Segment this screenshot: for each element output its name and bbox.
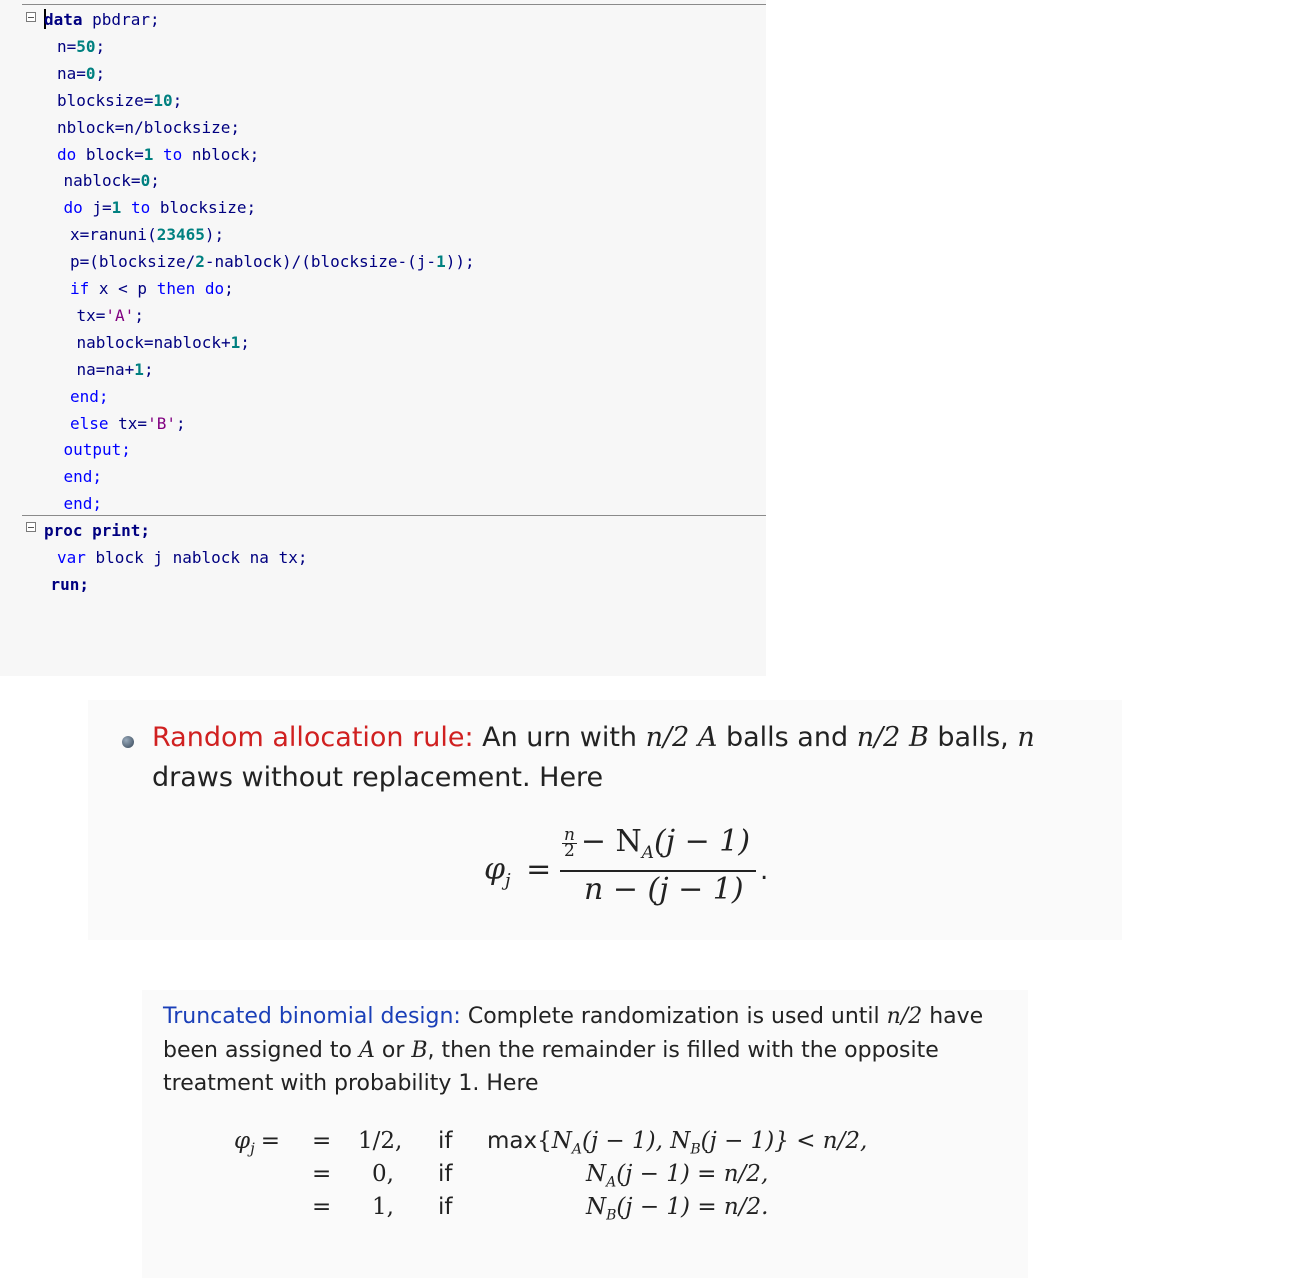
code-token: ; (175, 413, 186, 433)
code-token: p=(blocksize/ (70, 252, 196, 272)
code-token: end; (63, 467, 103, 487)
collapse-data-step-icon[interactable] (26, 12, 36, 22)
code-token: pbdrar; (82, 10, 160, 29)
code-token: blocksize; (150, 198, 257, 218)
formula-denominator: n − (j − 1) (584, 872, 744, 907)
truncated-line3: treatment with probability 1. Here (163, 1071, 539, 1096)
code-token: proc print; (44, 521, 150, 541)
code-token: 1 (134, 359, 144, 379)
code-token: do (63, 198, 83, 218)
code-token: 'A' (105, 305, 135, 325)
code-token: ; (240, 332, 250, 352)
code-token: )); (445, 252, 475, 272)
code-line[interactable] (77, 302, 144, 329)
code-token: nblock=n/blocksize; (57, 117, 241, 137)
code-line[interactable] (57, 141, 259, 168)
code-token: then do (156, 279, 225, 298)
code-line[interactable] (44, 517, 150, 544)
separator-line (22, 4, 766, 5)
code-token: 'B' (147, 413, 176, 433)
code-line[interactable] (64, 436, 131, 463)
code-token: ranuni (89, 225, 148, 245)
row2-condition: $N_A(j - 1) = n/2$, (586, 1161, 769, 1191)
code-token: end; (70, 386, 109, 406)
code-token: 23465 (156, 225, 205, 245)
code-token: na= (57, 63, 86, 83)
code-token: ); (204, 225, 225, 245)
code-token: x < p (89, 279, 157, 298)
code-line[interactable] (70, 383, 109, 410)
formula-numerator: $\frac{n}{2} - N_A(j - 1)$ (563, 824, 751, 863)
code-token: 1 (143, 144, 154, 164)
code-line[interactable] (77, 356, 154, 383)
truncated-line1: Truncated binomial design: Complete randomization is used until n/2 have (163, 1004, 984, 1029)
code-token: ; (143, 359, 154, 379)
code-line[interactable] (51, 571, 90, 598)
row1-equals: = (312, 1128, 332, 1154)
code-token: to (162, 144, 183, 164)
code-line[interactable] (57, 60, 105, 87)
code-token (121, 198, 131, 217)
code-line[interactable] (57, 114, 240, 141)
code-line[interactable] (64, 463, 103, 490)
code-token: 0 (85, 63, 96, 83)
code-token: 1 (436, 252, 446, 272)
code-line[interactable] (64, 194, 257, 221)
code-line[interactable] (70, 275, 234, 302)
row3-if: if (438, 1194, 453, 1220)
code-token: ; (172, 90, 183, 110)
code-token: else (70, 413, 109, 433)
code-token: 50 (76, 36, 96, 56)
code-token: nblock; (182, 144, 260, 164)
code-token: ; (134, 305, 144, 325)
code-line[interactable] (70, 221, 224, 248)
code-token: var (57, 548, 86, 567)
code-token: ( (147, 225, 157, 245)
code-token: to (130, 198, 151, 218)
random-allocation-heading: Random allocation rule: (152, 722, 474, 753)
code-line[interactable] (70, 248, 475, 275)
code-token: end; (63, 494, 103, 514)
code-token: ; (95, 36, 106, 56)
code-token (153, 145, 163, 164)
row1-if: if (438, 1128, 453, 1154)
code-token: 1 (230, 332, 241, 352)
code-token: -nablock)/(blocksize-(j- (204, 252, 437, 272)
code-token: ; (150, 171, 160, 191)
code-token: na=na+ (76, 359, 135, 379)
code-token: 0 (140, 171, 151, 191)
phi-j-label: $\varphi_j$ = (234, 1128, 281, 1158)
random-allocation-line1: Random allocation rule: An urn with n/2 A balls and n/2 B balls, n (152, 722, 1035, 753)
code-token: nablock= (63, 171, 141, 191)
code-token: tx= (76, 305, 106, 325)
code-line[interactable] (57, 33, 105, 60)
random-allocation-line2: draws without replacement. Here (152, 762, 604, 793)
code-token: data (44, 10, 83, 29)
code-editor[interactable] (0, 0, 766, 676)
row3-equals: = (312, 1194, 332, 1220)
code-line[interactable] (44, 6, 160, 33)
code-token: block j nablock na tx; (85, 548, 308, 567)
code-token: output; (63, 440, 131, 460)
row1-value: 1/2, (358, 1128, 403, 1154)
row2-if: if (438, 1161, 453, 1187)
truncated-line2: been assigned to A or B, then the remainder is filled with the opposite (163, 1038, 939, 1063)
bullet-icon (122, 736, 134, 748)
code-token: do (57, 144, 77, 164)
formula-period: . (760, 856, 769, 886)
code-line[interactable] (77, 329, 250, 356)
code-line[interactable] (64, 490, 103, 517)
code-line[interactable] (57, 544, 307, 571)
code-line[interactable] (70, 410, 186, 437)
row2-equals: = (312, 1161, 332, 1187)
code-token: if (70, 279, 90, 298)
row3-condition: $N_B(j - 1) = n/2$. (586, 1194, 769, 1224)
code-token: run; (50, 574, 90, 594)
code-token: tx= (108, 413, 148, 433)
code-token: ; (95, 63, 106, 83)
code-line[interactable] (64, 167, 160, 194)
separator-line (22, 515, 766, 516)
code-token: 10 (153, 90, 173, 110)
code-token: nablock=nablock+ (76, 332, 231, 352)
code-token: 2 (195, 252, 205, 272)
row3-value: 1, (372, 1194, 394, 1220)
code-token: x= (70, 225, 90, 245)
code-token: 1 (111, 198, 122, 218)
phi-lhs: $\varphi_j$ = (484, 852, 552, 891)
code-token: blocksize= (57, 90, 154, 110)
code-token: block= (76, 144, 144, 164)
collapse-proc-step-icon[interactable] (26, 522, 36, 532)
row2-value: 0, (372, 1161, 394, 1187)
n-over-2: $\frac{n}{2}$ (563, 824, 575, 861)
code-token: ; (224, 279, 234, 298)
row1-condition: $\max\{N_A(j - 1)$, $N_B(j - 1)\} < n/2$, (487, 1128, 868, 1158)
code-token: j= (82, 198, 112, 218)
truncated-heading: Truncated binomial design: (163, 1004, 461, 1029)
code-token: n= (57, 36, 77, 56)
code-line[interactable] (57, 87, 182, 114)
